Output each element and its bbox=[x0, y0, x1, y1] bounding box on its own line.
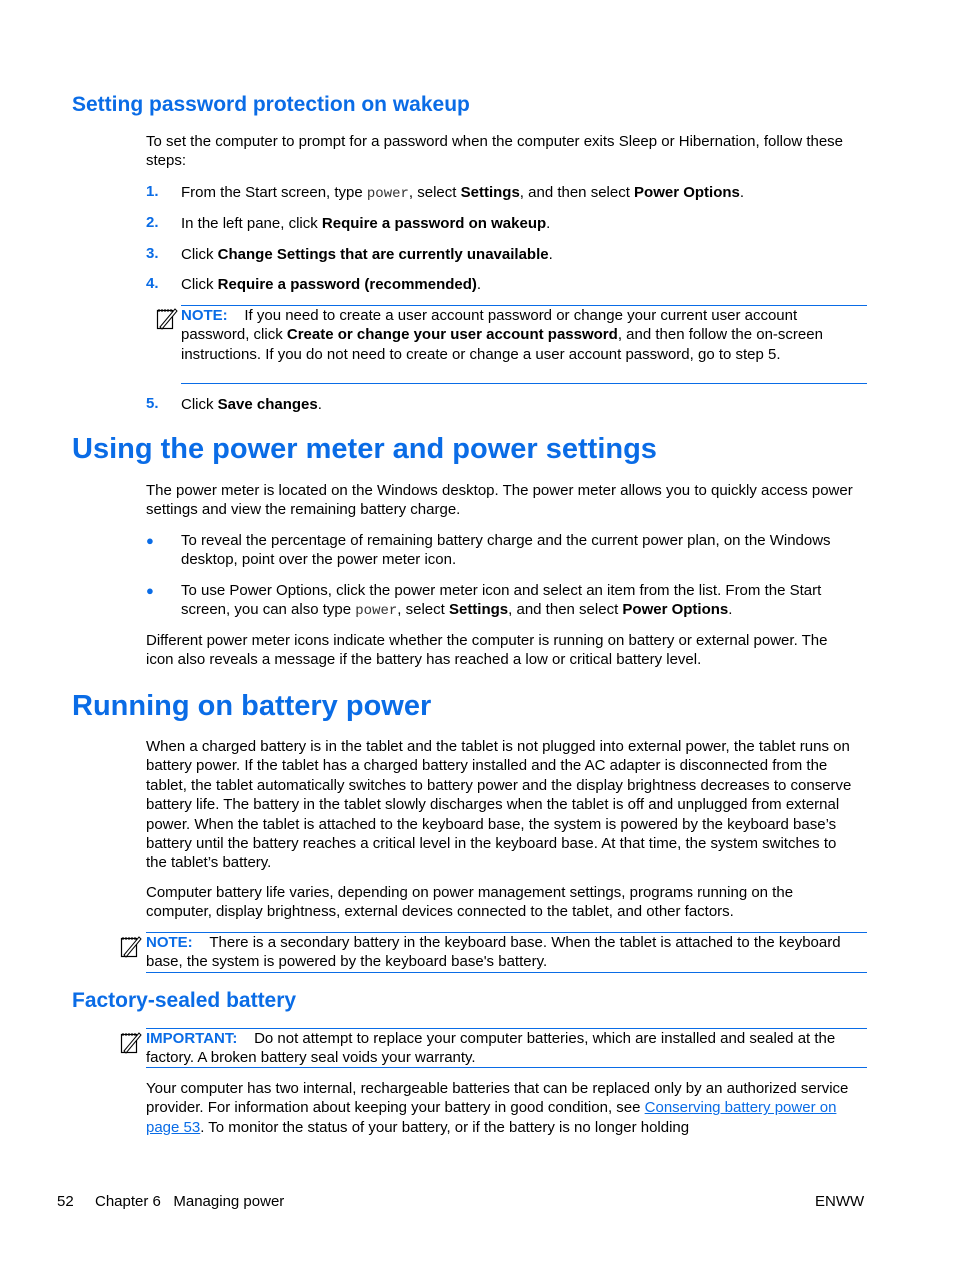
note-battery-text: NOTE: There is a secondary battery in the keyboard base. When the tablet is attached to the keyboard base, the system is powered by the keyboard base's battery. bbox=[146, 934, 841, 971]
section-heading-battery: Running on battery power bbox=[72, 690, 432, 722]
step-number: 5. bbox=[146, 395, 159, 412]
important-icon bbox=[120, 1030, 142, 1054]
step-number: 1. bbox=[146, 183, 159, 200]
page-number: 52 bbox=[57, 1193, 74, 1210]
bullet-1: To reveal the percentage of remaining battery charge and the current power plan, on the Windows desktop, point over the power meter icon. bbox=[181, 532, 831, 569]
step-number: 2. bbox=[146, 214, 159, 231]
step-3: Click Change Settings that are currently unavailable. bbox=[181, 246, 553, 263]
note-label: NOTE: bbox=[146, 934, 193, 951]
battery-paragraph-1: When a charged battery is in the tablet and the tablet is not plugged into external power, the tablet runs on battery power. If the tablet has a charged battery installed and the AC adapter is disconnected from the tablet, the tablet automatically switches to battery power and the display brightness decreases to conserve battery life. The battery in the tablet slowly discharges when the tablet is off and unplugged from external power. When the tablet is attached to the keyboard base, the system is powered by the keyboard base’s battery until the battery reaches a critical level in the keyboard base. At that time, the system switches to the tablet’s battery. bbox=[146, 738, 852, 872]
section-heading-power-meter: Using the power meter and power settings bbox=[72, 433, 657, 465]
step-number: 4. bbox=[146, 275, 159, 292]
important-text: IMPORTANT: Do not attempt to replace your computer batteries, which are installed and sealed at the factory. A broken battery seal voids your warranty. bbox=[146, 1030, 836, 1067]
power-meter-outro: Different power meter icons indicate whether the computer is running on battery or external power. The icon also reveals a message if the battery has reached a low or critical battery level. bbox=[146, 632, 828, 669]
bullet-icon: ● bbox=[146, 583, 154, 598]
important-label: IMPORTANT: bbox=[146, 1030, 238, 1047]
power-meter-intro: The power meter is located on the Windows desktop. The power meter allows you to quickly access power settings and view the remaining battery charge. bbox=[146, 482, 853, 519]
note-icon bbox=[156, 306, 178, 330]
section-heading-factory-sealed: Factory-sealed battery bbox=[72, 989, 297, 1012]
conserving-battery-link[interactable]: Conserving battery power on page 53 bbox=[146, 1099, 837, 1136]
code-power: power bbox=[355, 603, 398, 620]
step-2: In the left pane, click Require a password on wakeup. bbox=[181, 215, 551, 232]
note-label: NOTE: bbox=[181, 307, 228, 324]
note-icon bbox=[120, 934, 142, 958]
section-heading-password: Setting password protection on wakeup bbox=[72, 93, 470, 116]
step-1: From the Start screen, type power, select Settings, and then select Power Options. bbox=[181, 184, 745, 202]
battery-paragraph-2: Computer battery life varies, depending on power management settings, programs running on the computer, display brightness, external devices connected to the tablet, and other factors. bbox=[146, 884, 794, 921]
chapter-title: Chapter 6 Managing power bbox=[95, 1193, 285, 1210]
footer-right-label: ENWW bbox=[815, 1193, 865, 1210]
step-4: Click Require a password (recommended). bbox=[181, 276, 482, 293]
note-password-text: NOTE: If you need to create a user account password or change your current user account password, click Create or change your user account password, and then follow the on-screen instructions. If you do not need to create or change a user account password, go to step 5. bbox=[181, 307, 823, 363]
step-5: Click Save changes. bbox=[181, 396, 322, 413]
step-number: 3. bbox=[146, 245, 159, 262]
factory-sealed-paragraph: Your computer has two internal, rechargeable batteries that can be replaced only by an authorized service provider. For information about keeping your battery in good condition, see Conserving battery power on page 53. To monitor the status of your battery, or if the battery is no longer holding bbox=[146, 1080, 849, 1136]
password-intro: To set the computer to prompt for a password when the computer exits Sleep or Hibernation, follow these steps: bbox=[146, 133, 844, 170]
code-power: power bbox=[366, 186, 409, 202]
bullet-2: To use Power Options, click the power meter icon and select an item from the list. From the Start screen, you can also type power, select Settings, and then select Power Options. bbox=[181, 582, 822, 620]
bullet-icon: ● bbox=[146, 533, 154, 548]
